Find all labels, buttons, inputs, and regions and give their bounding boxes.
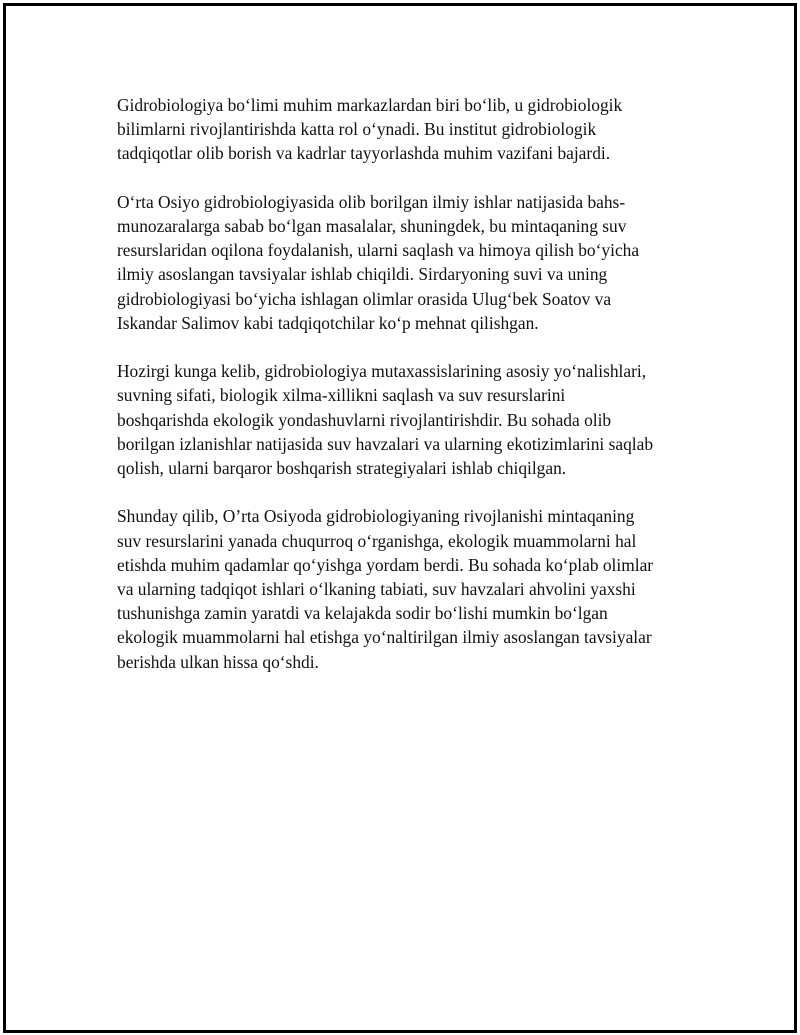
paragraph-2: O‘rta Osiyo gidrobiologiyasida olib borilgan ilmiy ishlar natijasida bahs- munozaralarga sabab bo‘lgan masalalar, shuningdek, bu mintaqaning suv resurslaridan oqilona foydalanish, ularni saqlash va himoya qilish bo‘yicha ilmiy asoslangan tavsiyalar ishlab chiqildi. Sirdaryoning suvi va uning gidrobiologiyasi bo‘yicha ishlagan olimlar orasida Ulug‘bek Soatov va Iskandar Salimov kabi tadqiqotchilar ko‘p mehnat qilishgan.: [117, 191, 640, 333]
paragraph-1: Gidrobiologiya bo‘limi muhim markazlardan biri bo‘lib, u gidrobiologik bilimlarni rivojlantirishda katta rol o‘ynadi. Bu institut gidrobiologik tadqiqotlar olib borish va kadrlar tayyorlashda muhim vazifani bajardi.: [117, 95, 623, 164]
document-body: [117, 93, 697, 698]
paragraph-3: Hozirgi kunga kelib, gidrobiologiya mutaxassislarining asosiy yo‘nalishlari, suvning sifati, biologik xilma-xillikni saqlash va suv resurslarini boshqarishda ekologik yondashuvlarni rivojlantirishdir. Bu sohada olib borilgan izlanishlar natijasida suv havzalari va ularning ekotizimlarini saqlab qolish, ularni barqaror boshqarish strategiyalari ishlab chiqilgan.: [117, 361, 654, 479]
paragraph-4: Shunday qilib, O’rta Osiyoda gidrobiologiyaning rivojlanishi mintaqaning suv resurslarini yanada chuqurroq o‘rganishga, ekologik muammolarni hal etishda muhim qadamlar qo‘yishga yordam berdi. Bu sohada ko‘plab olimlar va ularning tadqiqot ishlari o‘lkaning tabiati, suv havzalari ahvolini yaxshi tushunishga zamin yaratdi va kelajakda sodir bo‘lishi mumkin bo‘lgan ekologik muammolarni hal etishga yo‘naltirilgan ilmiy asoslangan tavsiyalar berishda ulkan hissa qo‘shdi.: [117, 506, 654, 672]
